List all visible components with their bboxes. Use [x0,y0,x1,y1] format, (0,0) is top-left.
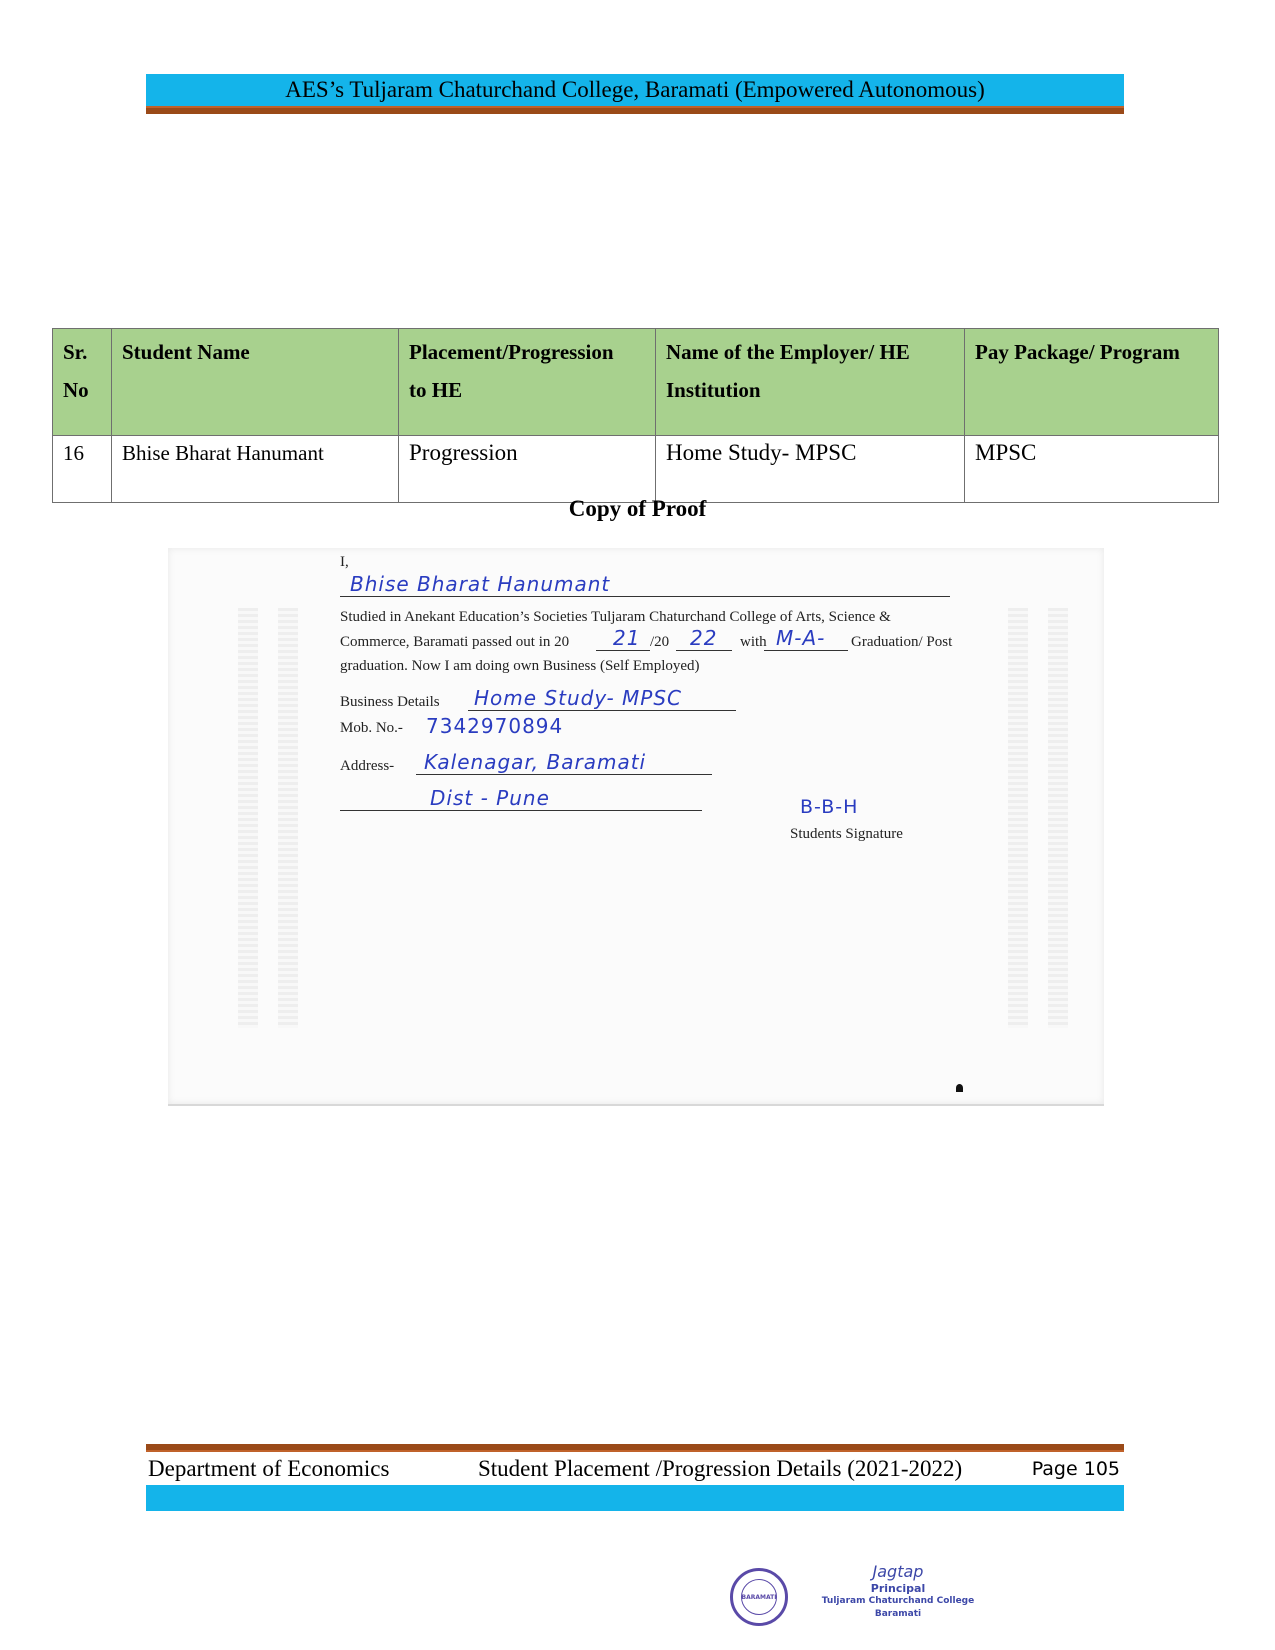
table-header-row [53,329,1219,436]
footer-page [1032,1458,1120,1480]
principal-signature: Jagtap [872,1562,924,1581]
page-footer [146,1452,1124,1511]
header-placement-line2: to HE [409,378,463,402]
footer-department: Department of Economics [148,1456,390,1481]
form-line2-with: with [740,634,767,650]
business-label: Business Details [340,694,440,710]
hand-address-1: Kalenagar, Baramati [424,750,647,774]
scan-bleed-right [1008,608,1028,1028]
scan-mark [956,1084,963,1092]
hand-degree: M-A- [776,626,826,650]
address-label: Address- [340,758,395,774]
cell-placement [399,436,656,503]
form-i: I, [340,554,349,570]
header-student-name: Student Name [112,329,399,436]
college-seal [730,1568,788,1626]
principal-place: Baramati [874,1609,922,1619]
seal-inner [741,1579,777,1615]
hand-mobile: 7342970894 [426,714,564,738]
header-placement-line1: Placement/Progression [409,340,614,364]
scan-bleed-left-2 [278,608,298,1028]
scan-bleed-left [238,608,258,1028]
table-row [53,436,1219,503]
form-line3: graduation. Now I am doing own Business (Self Employed) [340,658,700,674]
form-line2-post: Graduation/ Post [851,634,953,650]
form-line1: Studied in Anekant Education’s Societies Tuljaram Chaturchand College of Arts, Science & [340,609,891,625]
business-underline [468,710,736,711]
cell-pay-package [965,436,1219,503]
header-pay-package: Pay Package/ Program [965,329,1219,436]
header-rule [146,106,1124,114]
placement-text: Progression [409,440,518,465]
principal-title: Principal [870,1582,926,1595]
principal-college: Tuljaram Chaturchand College [821,1596,975,1606]
signature-label: Students Signature [790,826,903,842]
cell-student-name [112,436,399,503]
header-employer [656,329,965,436]
hand-year-to: 22 [690,626,718,650]
header-sr-line1: Sr. [63,340,88,364]
header-placement [399,329,656,436]
student-name-text: Bhise Bharat Hanumant [122,441,324,465]
cell-sr-no: 16 [53,436,112,503]
employer-text: Home Study- MPSC [666,440,857,465]
principal-stamp [818,1562,978,1621]
cell-employer [656,436,965,503]
address-underline-1 [416,774,712,775]
hand-student-name: Bhise Bharat Hanumant [350,572,611,596]
footer-details: Student Placement /Progression Details (2021-2022) [478,1456,963,1481]
hand-address-2: Dist - Pune [430,786,550,810]
header-sr-line2: No [63,378,89,402]
footer-rule [146,1444,1124,1452]
header-title: AES’s Tuljaram Chaturchand College, Baramati (Empowered Autonomous) [285,77,985,102]
page-number: 105 [1083,1458,1120,1480]
hand-signature: B-B-H [800,796,859,818]
header-sr-no [53,329,112,436]
mob-label: Mob. No.- [340,720,403,736]
form-line2-mid: /20 [650,634,670,650]
package-text: MPSC [975,440,1037,465]
proof-caption: Copy of Proof [568,496,707,521]
name-underline [340,596,950,597]
hand-year-from: 21 [613,626,641,650]
header-employer-line2: Institution [666,378,761,402]
hand-business: Home Study- MPSC [474,686,683,710]
proof-scan-image [168,548,1104,1106]
placement-table [52,328,1219,503]
degree-underline [764,650,848,651]
header-employer-line1: Name of the Employer/ HE [666,340,910,364]
page-header [146,74,1124,106]
page-label: Page [1031,1458,1078,1480]
form-line2-pre: Commerce, Baramati passed out in 20 [340,634,570,650]
seal-text: BARAMATI [741,1593,777,1601]
year-from-underline [596,650,650,651]
scan-bleed-right-2 [1048,608,1068,1028]
address-underline-2 [340,810,702,811]
year-to-underline [676,650,732,651]
